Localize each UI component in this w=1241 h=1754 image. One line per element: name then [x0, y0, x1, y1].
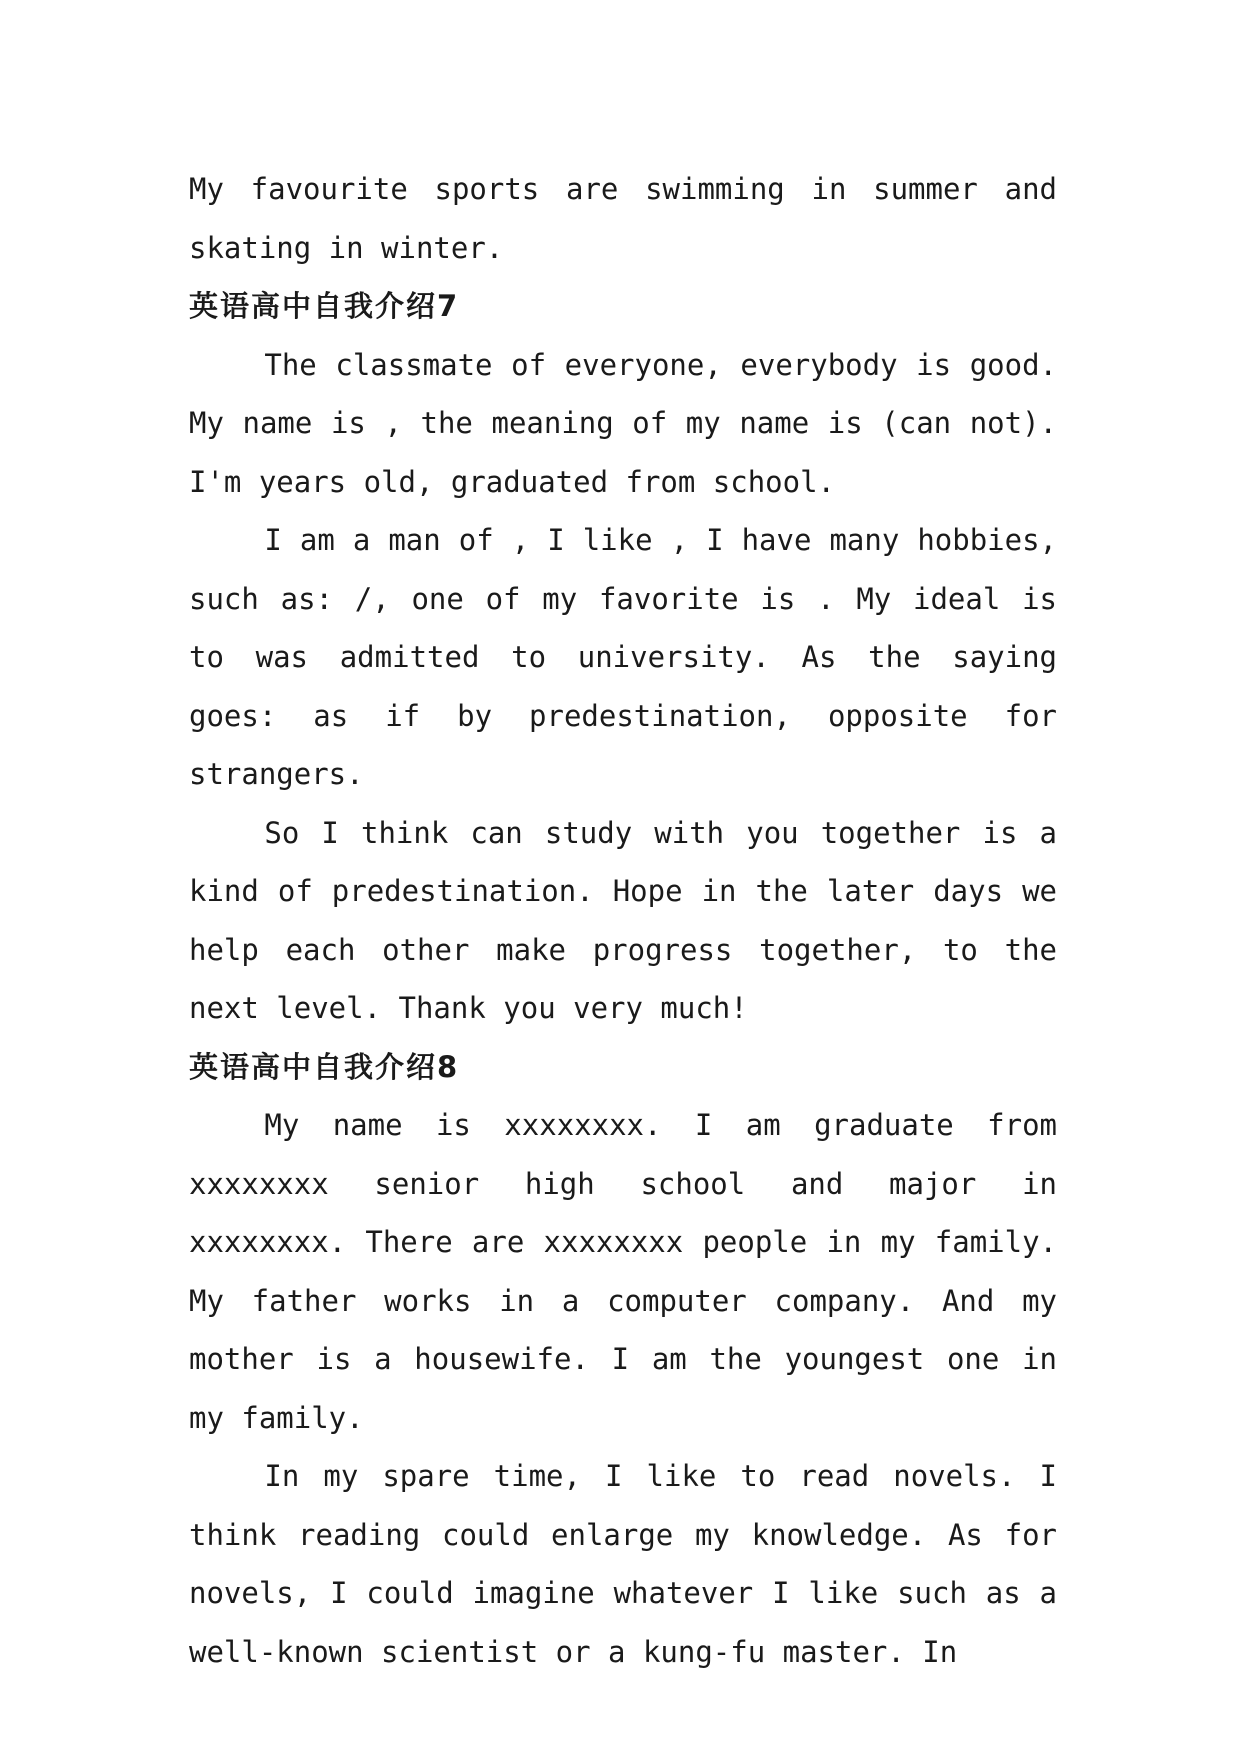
paragraph-predestination: So I think can study with you together is a kind of predestination. Hope in the later days we help each other make progress together, to the next level. Thank you very much! [189, 815, 1057, 1025]
section-heading-8: 英语高中自我介绍8 [189, 1049, 460, 1084]
paragraph-family: My name is xxxxxxxx. I am graduate from xxxxxxxx senior high school and major in xxxxxxxx. There are xxxxxxxx people in my family. My father works in a computer company. And my mother is a housewife. I am the youngest one in my family. [189, 1108, 1057, 1435]
document-body [189, 160, 1057, 1681]
paragraph-spare-time: In my spare time, I like to read novels. I think reading could enlarge my knowledge. As for novels, I could imagine whatever I like such as a well-known scientist or a kung-fu master. In [189, 1459, 1057, 1669]
paragraph-classmate: The classmate of everyone, everybody is good. My name is , the meaning of my name is (can not). I'm years old, graduated from school. [189, 347, 1057, 499]
section-heading-7: 英语高中自我介绍7 [189, 289, 460, 323]
paragraph-sports: My favourite sports are swimming in summer and skating in winter. [189, 172, 1057, 265]
paragraph-hobbies: I am a man of , I like , I have many hobbies, such as: /, one of my favorite is . My ideal is to was admitted to university. As the saying goes: as if by predestination, opposite for strangers. [189, 523, 1057, 791]
